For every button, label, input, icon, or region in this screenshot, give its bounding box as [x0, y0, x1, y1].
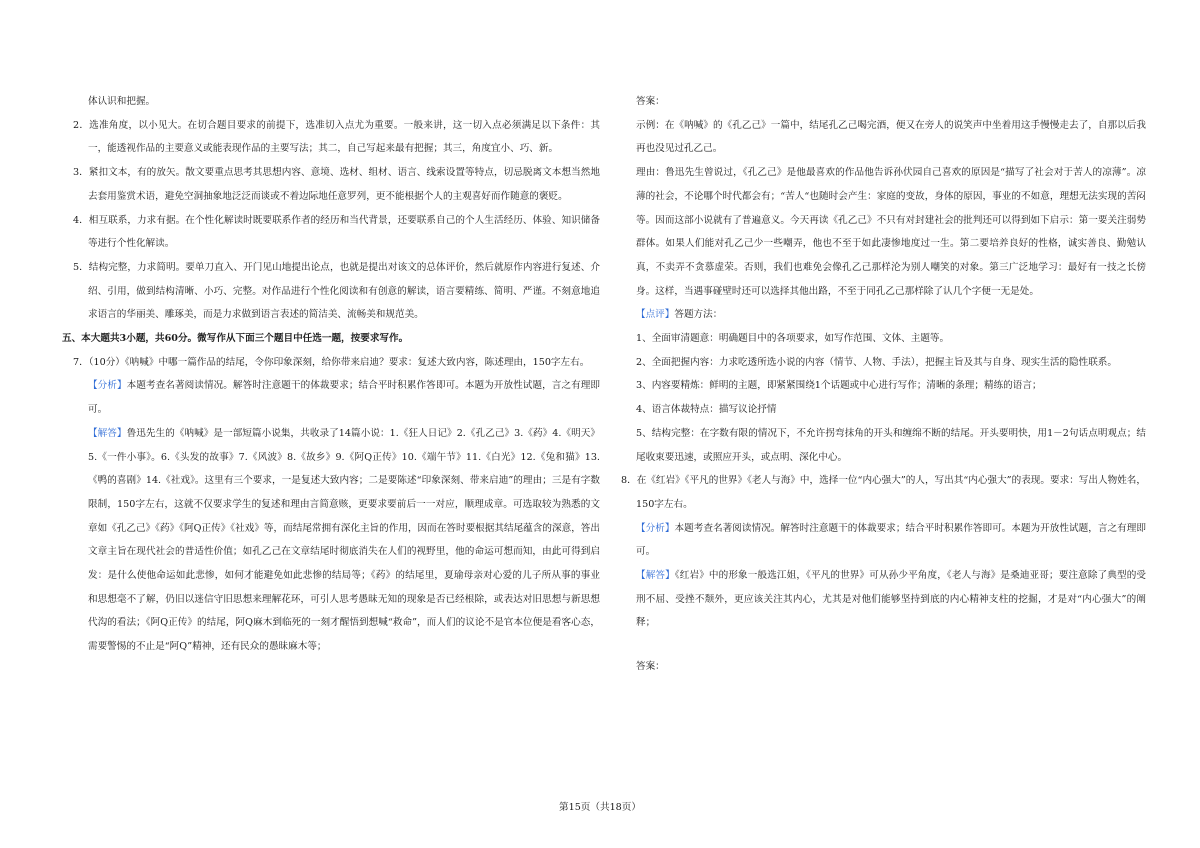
q7-answer: [62, 422, 600, 659]
answer-text: 鲁迅先生的《呐喊》是一部短篇小说集，共收录了14篇小说：1.《狂人日记》2.《孔乙己》3.《药》4.《明天》5.《一件小事》。6.《头发的故事》7.《风波》8.《故乡》9.《阿Q正传》10.《端午节》11.《白光》12.《兔和猫》13.《鸭的喜剧》14.《社戏》。这里有三个要求，一是复述大致内容；二是要陈述“印象深刻、带来启迪”的理由；三是有字数限制，150字左右，这就不仅要求学生的复述和理由言简意赅，更要求要前后一一对应，顺理成章。可选取较为熟悉的文章如《孔乙己》《药》《阿Q正传》《社戏》等，而结尾常拥有深化主旨的作用，因而在答时要根据其结尾蕴含的深意，答出文章主旨在现代社会的普适性价值；如孔乙己在文章结尾时彻底消失在人们的视野里，他的命运可想而知，由此可得到启发：是什么使他命运如此悲惨，如何才能避免如此悲惨的结局等；《药》的结尾里，夏瑜母亲对心爱的儿子所从事的事业和思想毫不了解，仍旧以迷信守旧思想来理解花环，可引人思考愚昧无知的现象是否已经根除，或表达对旧思想与新思想代沟的看法；《阿Q正传》的结尾，阿Q麻木到临死的一刻才醒悟到想喊“救命”，而人们的议论不是官本位便是看客心态，需要警惕的不止是“阿Q”精神，还有民众的愚昧麻木等；: [88, 427, 601, 653]
paragraph: 体认识和把握。: [88, 96, 156, 107]
answer-tag: 【解答】: [636, 570, 675, 582]
answer-text: 《红岩》中的形象一般选江姐，《平凡的世界》可从孙少平角度，《老人与海》是桑迪亚哥；要注意除了典型的受刑不屈、受挫不颓外，更应该关注其内心，尤其是对他们能够坚持到底的内心精神支柱的挖掘，才是对“内心强大”的阐释；: [636, 570, 1146, 629]
q8-analysis: [610, 517, 1146, 564]
paragraph: 5．结构完整，力求简明。要单刀直入、开门见山地提出论点，也就是提出对该文的总体评价，然后就原作内容进行复述、介绍、引用，做到结构清晰、小巧、完整。对作品进行个性化阅读和有创意的解读，语言要精练、简明、严谨。不刻意地追求语言的华丽美、雕琢美，而是力求做到语言表述的简洁美、流畅美和规范美。: [73, 261, 600, 321]
method-item: 1、全面审清题意：明确题目中的各项要求，如写作范围、文体、主题等。: [636, 333, 950, 345]
question-8: 8．在《红岩》《平凡的世界》《老人与海》中，选择一位“内心强大”的人，写出其“内心强大”的表现。要求：写出人物姓名，150字左右。: [621, 475, 1146, 510]
answer-label: 答案：: [636, 96, 665, 107]
method-item: 3、内容要精炼：鲜明的主题，即紧紧围绕1个话题或中心进行写作；清晰的条理；精练的语言；: [636, 380, 1042, 392]
spacer: [610, 635, 1146, 655]
example-paragraph: 示例：在《呐喊》的《孔乙己》一篇中，结尾孔乙己喝完酒，便又在旁人的说笑声中坐着用这手慢慢走去了，自那以后我再也没见过孔乙己。: [636, 119, 1146, 155]
comment-text: 答题方法：: [674, 309, 723, 321]
paragraph: 4．相互联系，力求有据。在个性化解读时既要联系作者的经历和当代背景，还要联系自己的个人生活经历、体验、知识储备等进行个性化解读。: [73, 214, 600, 250]
page-footer: 第15页（共18页）: [559, 802, 641, 813]
method-item: 5、结构完整：在字数有限的情况下，不允许拐弯抹角的开头和缠绵不断的结尾。开头要明快，用1－2句话点明观点；结尾收束要迅速，或照应开头，或点明、深化中心。: [636, 427, 1146, 463]
question-7: 7．（10分）《呐喊》中哪一篇作品的结尾，令你印象深刻，给你带来启迪？要求：复述大致内容，陈述理由，150字左右。: [73, 356, 590, 368]
reason-paragraph: 理由：鲁迅先生曾说过，《孔乙己》是他最喜欢的作品他告诉孙伏园自己喜欢的原因是“描写了社会对于苦人的凉薄”。凉薄的社会，不论哪个时代都会有；“苦人“也随时会产生：家庭的变故，身体的原因，事业的不如意，理想无法实现的苦闷等。因而这部小说就有了普遍意义。今天再读《孔乙己》不只有对封建社会的批判还可以得到如下启示：第一要关注弱势群体。如果人们能对孔乙己少一些嘲弄，他也不至于如此凄惨地度过一生。第二要培养良好的性格，诚实善良、勤勉认真，不卖弄不贪慕虚荣。否则，我们也难免会像孔乙己那样沦为别人嘲笑的对象。第三广泛地学习：最好有一技之长傍身。这样，当遇事碰壁时还可以选择其他出路，不至于同孔乙己那样除了认几个字便一无是处。: [636, 167, 1146, 297]
analysis-text: 本题考查名著阅读情况。解答时注意题干的体裁要求；结合平时积累作答即可。本题为开放性试题，言之有理即可。: [636, 522, 1147, 558]
q7-analysis: [62, 374, 600, 421]
answer-tag: 【解答】: [88, 427, 127, 439]
comment-tag: 【点评】: [636, 309, 675, 321]
method-item: 2、全面把握内容：力求吃透所选小说的内容（情节、人物、手法），把握主旨及其与自身、现实生活的隐性联系。: [636, 356, 1117, 368]
right-column: [610, 90, 1146, 679]
answer-label: 答案：: [636, 661, 665, 673]
left-column: [62, 90, 600, 659]
comment: [610, 303, 1146, 327]
paragraph: 3．紧扣文本，有的放矢。散文要重点思考其思想内容、意境、选材、组材、语言、线索设置等特点，切忌脱离文本想当然地去套用鉴赏术语，避免空洞抽象地泛泛而谈或不着边际地任意罗列，更不能根据个人的主观喜好而作随意的褒贬。: [73, 167, 600, 202]
section-heading: 五、本大题共3小题，共60分。微写作从下面三个题目中任选一题，按要求写作。: [62, 333, 409, 345]
analysis-tag: 【分析】: [88, 380, 127, 392]
paragraph: 2．选准角度，以小见大。在切合题目要求的前提下，选准切入点尤为重要。一般来讲，这一切入点必须满足以下条件：其一，能透视作品的主要意义或能表现作品的主要写法；其二，自己写起来最有把握；其三，角度宜小、巧、新。: [73, 119, 600, 155]
analysis-text: 本题考查名著阅读情况。解答时注意题干的体裁要求；结合平时积累作答即可。本题为开放性试题，言之有理即可。: [88, 380, 601, 416]
analysis-tag: 【分析】: [636, 522, 675, 534]
method-item: 4、语言体裁特点：描写议论抒情: [636, 404, 777, 416]
q8-answer: [610, 564, 1146, 635]
